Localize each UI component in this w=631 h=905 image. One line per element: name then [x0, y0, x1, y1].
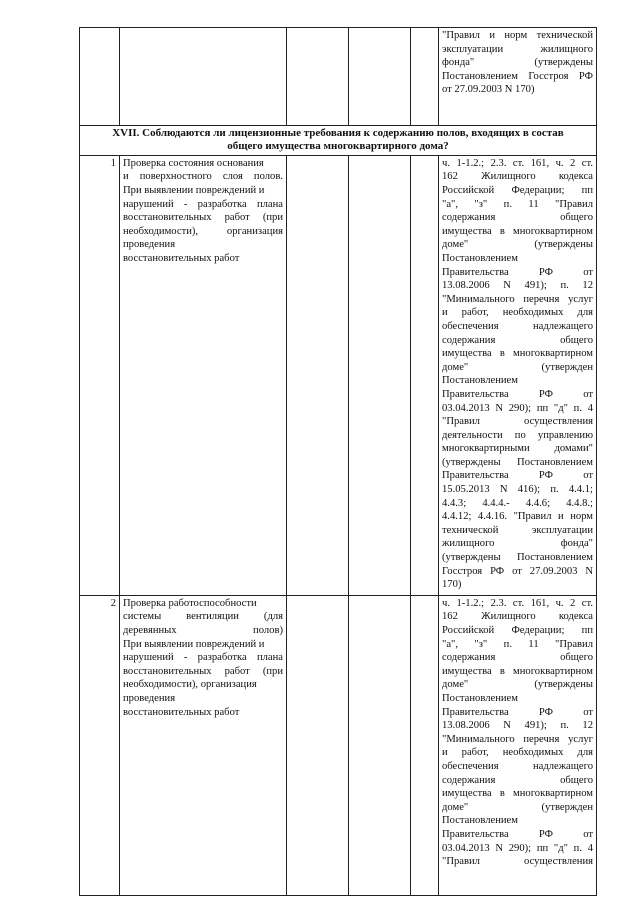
text-line: 162 Жилищного кодекса — [442, 171, 593, 183]
text-line: эксплуатации жилищного — [442, 43, 593, 55]
cell-number — [80, 28, 120, 126]
text-line: Постановлением — [442, 815, 518, 827]
text-line: Проверка состояния основания — [123, 157, 264, 169]
text-line: от 27.09.2003 N 170) — [442, 84, 535, 96]
table-row — [80, 155, 597, 595]
section-heading — [80, 126, 597, 156]
text-line: При выявлении повреждений и — [123, 185, 265, 196]
cell-empty — [287, 155, 349, 595]
text-line: Российской Федерации; пп — [442, 625, 593, 636]
section-heading-row — [80, 126, 597, 156]
text-line: ч. 1-1.2.; 2.3. ст. 161, ч. 2 ст. — [442, 157, 593, 169]
text-line: Правительства РФ от — [442, 828, 593, 840]
text-line: нарушений - разработка плана — [123, 198, 283, 210]
cell-empty — [349, 595, 411, 895]
item-number: 1 — [80, 155, 120, 595]
text-line: доме" (утверждены — [442, 679, 593, 691]
text-line: "Правил осуществления — [442, 856, 593, 868]
cell-empty — [349, 155, 411, 595]
item-legal-basis — [439, 155, 597, 595]
text-line: восстановительных работ (при — [123, 212, 283, 224]
text-line: 03.04.2013 N 290); пп "д" п. 4 — [442, 842, 593, 854]
text-line: (утверждены Постановлением — [442, 456, 593, 468]
text-line: ч. 1-1.2.; 2.3. ст. 161, ч. 2 ст. — [442, 597, 593, 609]
cell-empty — [287, 595, 349, 895]
requirements-table — [79, 27, 597, 896]
text-line: необходимости), организация — [123, 225, 283, 237]
text-line: Правительства РФ от — [442, 388, 593, 400]
text-line: (утверждены Постановлением — [442, 552, 593, 564]
text-line: доме" (утвержден — [442, 361, 593, 373]
text-line: содержания общего — [442, 334, 593, 346]
text-line: 13.08.2006 N 491); п. 12 — [442, 720, 593, 732]
text-line: и поверхностного слоя полов. — [123, 171, 283, 183]
text-line: 170) — [442, 579, 462, 591]
table-row-continued — [80, 28, 597, 126]
text-line: Госстроя РФ от 27.09.2003 N — [442, 565, 593, 577]
text-line: и работ, необходимых для — [442, 747, 593, 759]
text-line: содержания общего — [442, 774, 593, 786]
text-line: нарушений - разработка плана — [123, 652, 283, 664]
text-line: "Минимального перечня услуг — [442, 733, 593, 745]
text-line: деятельности по управлению — [442, 429, 593, 441]
cell-legal-basis — [439, 28, 597, 126]
text-line: доме" (утвержден — [442, 801, 593, 813]
section-heading-line: общего имущества многоквартирного дома? — [227, 140, 449, 153]
cell-empty — [349, 28, 411, 126]
text-line: восстановительных работ — [123, 706, 240, 718]
text-line: проведения — [123, 692, 176, 704]
text-line: многоквартирными домами" — [442, 443, 593, 455]
text-line: 4.4.12; 4.4.16. "Правил и норм — [442, 511, 593, 523]
cell-empty — [411, 155, 439, 595]
text-line: содержания общего — [442, 652, 593, 664]
item-description — [120, 155, 287, 595]
text-line: 13.08.2006 N 491); п. 12 — [442, 280, 593, 292]
text-line: имущества в многоквартирном — [442, 788, 593, 800]
text-line: Постановлением Госстроя РФ — [442, 70, 593, 82]
text-line: фонда" (утверждены — [442, 57, 593, 69]
text-line: "Правил осуществления — [442, 416, 593, 428]
text-line: системы вентиляции (для — [123, 611, 283, 623]
text-line: Постановлением — [442, 252, 518, 264]
item-description — [120, 595, 287, 895]
text-line: проведения — [123, 239, 176, 251]
text-line: "а", "з" п. 11 "Правил — [442, 198, 593, 210]
cell-description — [120, 28, 287, 126]
text-line: 15.05.2013 N 416); п. 4.4.1; — [442, 484, 593, 496]
text-line: обеспечения надлежащего — [442, 760, 593, 772]
text-line: необходимости), организация — [123, 679, 257, 691]
text-line: доме" (утверждены — [442, 239, 593, 251]
text-line: обеспечения надлежащего — [442, 320, 593, 332]
text-line: восстановительных работ (при — [123, 665, 283, 677]
item-number: 2 — [80, 595, 120, 895]
text-line: Проверка работоспособности — [123, 597, 257, 609]
table-row — [80, 595, 597, 895]
text-line: содержания общего — [442, 212, 593, 224]
text-line: Постановлением — [442, 375, 518, 387]
text-line: деревянных полов) — [123, 625, 283, 636]
text-line: 162 Жилищного кодекса — [442, 611, 593, 623]
text-line: имущества в многоквартирном — [442, 665, 593, 677]
text-line: Постановлением — [442, 692, 518, 704]
text-line: имущества в многоквартирном — [442, 225, 593, 237]
cell-empty — [411, 28, 439, 126]
text-line: Правительства РФ от — [442, 266, 593, 278]
text-line: "Минимального перечня услуг — [442, 293, 593, 305]
text-line: Правительства РФ от — [442, 470, 593, 482]
text-line: "а", "з" п. 11 "Правил — [442, 638, 593, 650]
text-line: 4.4.3; 4.4.4.- 4.4.6; 4.4.8.; — [442, 497, 593, 509]
section-heading-line: XVII. Соблюдаются ли лицензионные требования к содержанию полов, входящих в состав — [112, 127, 564, 139]
text-line: и работ, необходимых для — [442, 307, 593, 319]
text-line: восстановительных работ — [123, 252, 240, 264]
text-line: "Правил и норм технической — [442, 30, 593, 41]
text-line: Российской Федерации; пп — [442, 185, 593, 196]
cell-empty — [287, 28, 349, 126]
text-line: имущества в многоквартирном — [442, 348, 593, 360]
text-line: технической эксплуатации — [442, 524, 593, 536]
text-line: 03.04.2013 N 290); пп "д" п. 4 — [442, 402, 593, 414]
item-legal-basis — [439, 595, 597, 895]
cell-empty — [411, 595, 439, 895]
text-line: жилищного фонда" — [442, 538, 593, 550]
text-line: Правительства РФ от — [442, 706, 593, 718]
text-line: При выявлении повреждений и — [123, 638, 265, 650]
